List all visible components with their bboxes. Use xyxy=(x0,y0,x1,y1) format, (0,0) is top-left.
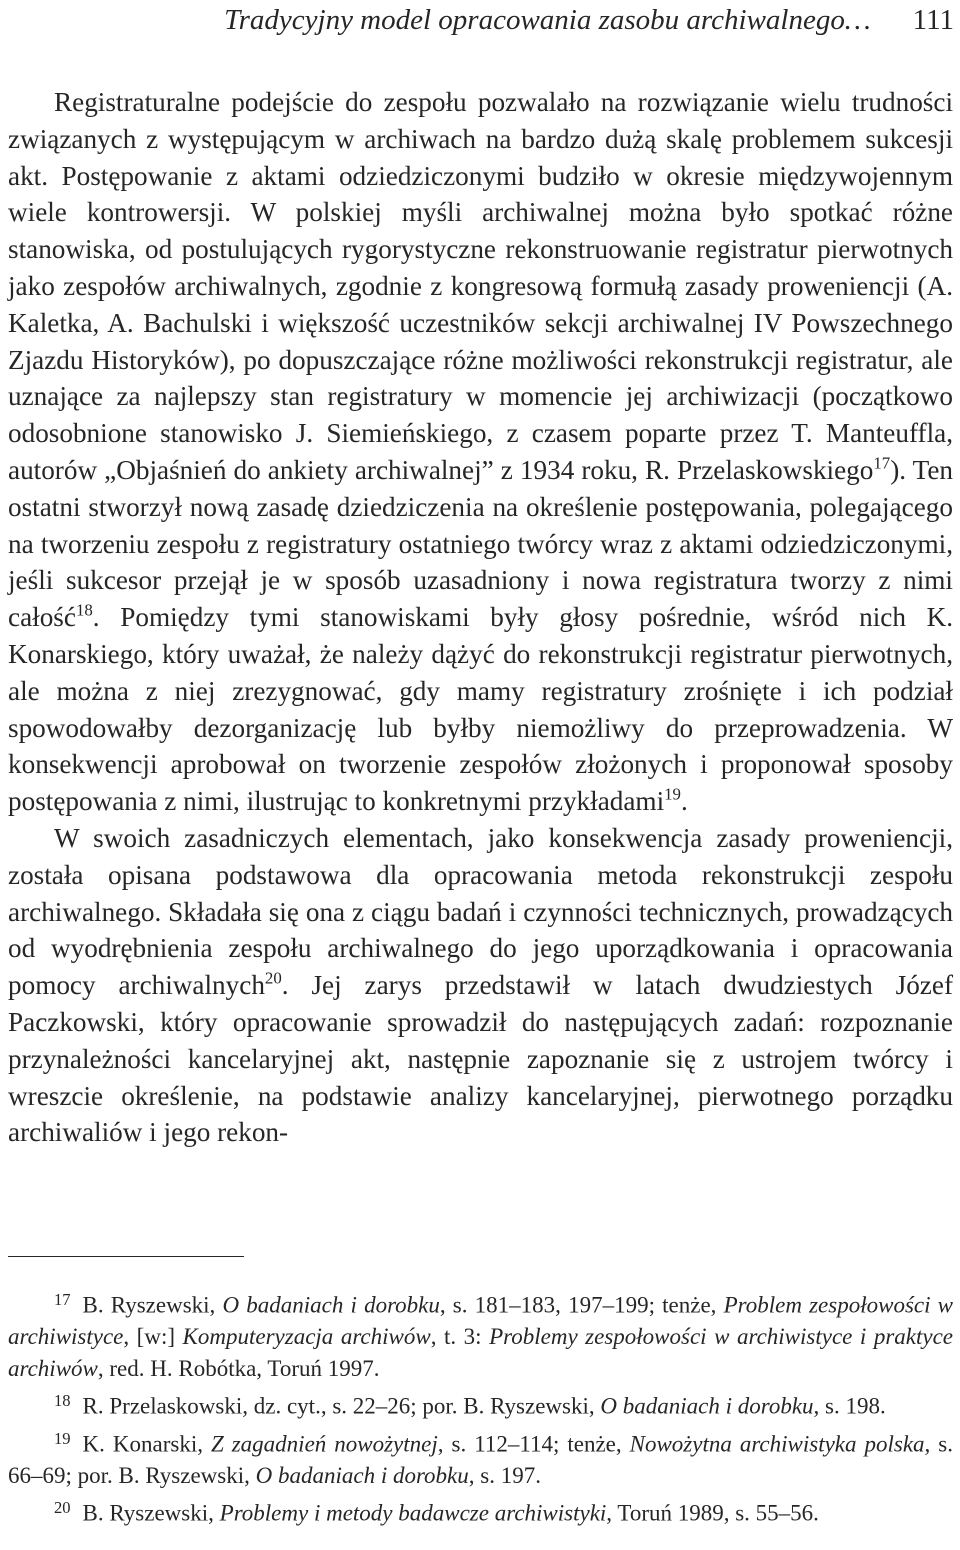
footnote-number: 20 xyxy=(54,1498,71,1518)
italic-title: Problemy zespołowości w archiwistyce i praktyce archiwów xyxy=(8,1324,953,1382)
main-text xyxy=(8,84,953,1151)
text-span: , s. 197. xyxy=(468,1463,541,1489)
footnote-number: 17 xyxy=(54,1290,71,1309)
footnote-18 xyxy=(8,1385,953,1422)
text-span: , s. 198. xyxy=(813,1393,886,1419)
italic-title: Komputeryzacja archiwów xyxy=(182,1324,431,1350)
paragraph-1 xyxy=(8,84,953,820)
footnote-ref-20: 20 xyxy=(264,968,282,988)
footnote-ref-17: 17 xyxy=(873,453,891,473)
text-span: R. Przelaskowski, dz. cyt., s. 22–26; por. B. Ryszewski, xyxy=(82,1393,601,1419)
text-span: ). Ten ostatni stworzył nową zasadę dziedziczenia na określenie postępowania, polegającego na tworzeniu zespołu z registratury ostatniego twórcy wraz z aktami odziedziczonymi, jeśli sukcesor przejął je w sposób uzasadniony i nowa registratura tworzy z nimi całość xyxy=(8,454,953,633)
italic-title: O badaniach i dorobku xyxy=(255,1463,469,1489)
footnote-20 xyxy=(8,1492,953,1529)
footnote-ref-19: 19 xyxy=(664,784,681,804)
text-span: B. Ryszewski, xyxy=(82,1292,223,1318)
italic-title: Problem zespołowości w archiwistyce xyxy=(8,1292,953,1350)
footnote-19 xyxy=(8,1423,953,1492)
paragraph-2 xyxy=(8,820,953,1151)
footnotes xyxy=(8,1284,953,1530)
text-span: , s. 112–114; tenże, xyxy=(437,1431,630,1457)
running-title: Tradycyjny model opracowania zasobu archiwalnego… xyxy=(224,4,871,36)
text-span: K. Konarski, xyxy=(82,1431,211,1457)
running-header xyxy=(0,4,954,40)
text-span: , s. 181–183, 197–199; tenże, xyxy=(439,1292,724,1318)
footnote-number: 19 xyxy=(54,1428,71,1448)
footnote-17 xyxy=(8,1284,953,1385)
text-span: , t. 3: xyxy=(430,1324,490,1350)
italic-title: O badaniach i dorobku xyxy=(600,1393,814,1419)
text-span: , red. H. Robótka, Toruń 1997. xyxy=(97,1356,380,1382)
footnote-number: 18 xyxy=(54,1391,71,1411)
italic-title: Problemy i metody badawcze archiwistyki xyxy=(219,1500,607,1526)
footnote-separator xyxy=(8,1256,244,1257)
page-number: 111 xyxy=(912,4,954,36)
text-span: B. Ryszewski, xyxy=(82,1500,220,1526)
italic-title: Z zagadnień nowożytnej xyxy=(210,1431,438,1457)
italic-title: O badaniach i dorobku xyxy=(222,1292,440,1318)
italic-title: Nowożytna archiwistyka polska xyxy=(629,1431,925,1457)
text-span: W swoich zasadniczych elementach, jako konsekwencja zasady proweniencji, została opisana podstawowa dla opracowania metoda rekonstrukcji zespołu archiwalnego. Składała się ona z ciągu badań i czynności technicznych, prowadzących od wyodrębnienia zespołu archiwalnego do jego uporządkowania i opracowania pomocy archiwalnych xyxy=(8,822,953,1001)
text-span: , Toruń 1989, s. 55–56. xyxy=(606,1500,819,1526)
text-span: , [w:] xyxy=(123,1324,183,1350)
footnote-ref-18: 18 xyxy=(75,600,93,620)
text-span: Registraturalne podejście do zespołu pozwalało na rozwiązanie wielu trudności związanych z występującym w archiwach na bardzo dużą skalę problemem sukcesji akt. Postępowanie z aktami odziedziczonymi budziło w okresie międzywojennym wiele kontrowersji. W polskiej myśli archiwalnej można było spotkać różne stanowiska, od postulujących rygorystyczne rekonstruowanie registratur pierwotnych jako zespołów archiwalnych, zgodnie z kongresową formułą zasady proweniencji (A. Kaletka, A. Bachulski i większość uczestników sekcji archiwalnej IV Powszechnego Zjazdu Historyków), po dopuszczające różne możliwości rekonstrukcji registratur, ale uznające za najlepszy stan registratury w momencie jej archiwizacji (początkowo odosobnione stanowisko J. Siemieńskiego, z czasem poparte przez T. Manteuffla, autorów „Objaśnień do ankiety archiwalnej” z 1934 roku, R. Przelaskowskiego xyxy=(8,87,953,485)
text-span: . Jej zarys przedstawił w latach dwudziestych Józef Paczkowski, który opracowanie sprowadził do następujących zadań: rozpoznanie przynależności kancelaryjnej akt, następnie zapoznanie się z ustrojem twórcy i wreszcie określenie, na podstawie analizy kancelaryjnej, pierwotnego porządku archiwaliów i jego rekon- xyxy=(8,970,954,1148)
text-span: . Pomiędzy tymi stanowiskami były głosy pośrednie, wśród nich K. Konarskiego, który uważał, że należy dążyć do rekonstrukcji registratur pierwotnych, ale można z niej zrezygnować, gdy mamy registratury zrośnięte i ich podział spowodowałby dezorganizację lub byłby niemożliwy do przeprowadzenia. W konsekwencji aprobował on tworzenie zespołów złożonych i proponował sposoby postępowania z nimi, ilustrując to konkretnymi przykładami xyxy=(8,602,953,817)
text-span: , s. 66–69; por. B. Ryszewski, xyxy=(8,1431,953,1489)
text-span: . xyxy=(680,786,688,817)
